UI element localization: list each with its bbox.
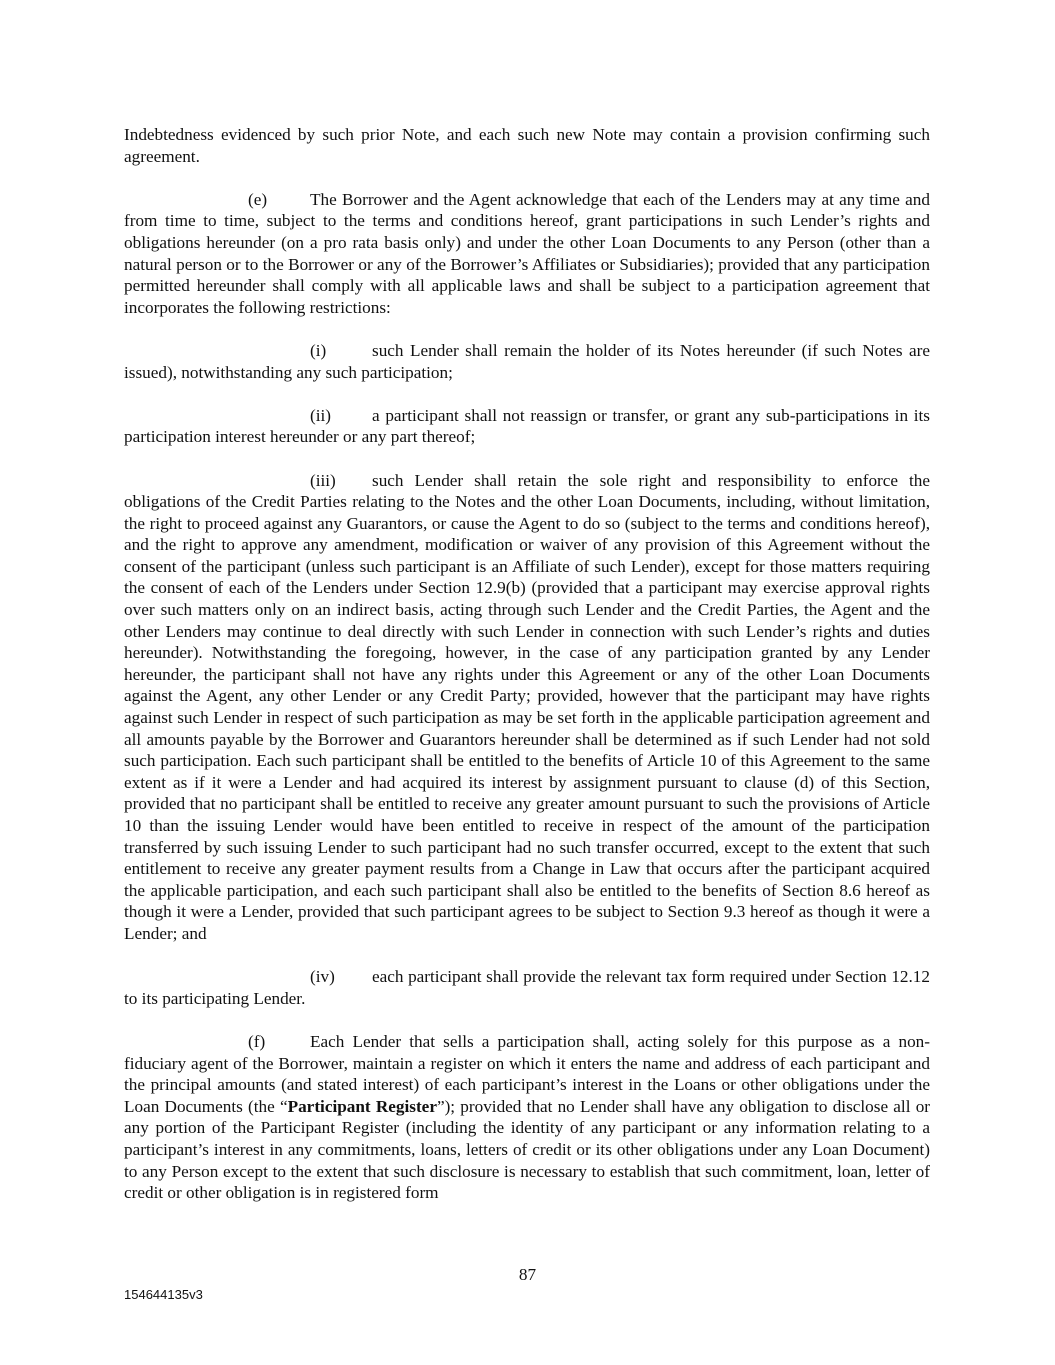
paragraph-i-label: (i) xyxy=(310,340,327,360)
paragraph-i-text: such Lender shall remain the holder of its Notes hereunder (if such Notes are issued), notwithstanding any such participation; xyxy=(124,340,930,382)
participant-register-term: Participant Register xyxy=(287,1096,437,1116)
paragraph-iv-label: (iv) xyxy=(310,967,335,987)
paragraph-i xyxy=(124,340,930,383)
document-body xyxy=(124,124,930,1225)
paragraph-iv-text: each participant shall provide the relevant tax form required under Section 12.12 to its participating Lender. xyxy=(124,967,930,1008)
paragraph-f xyxy=(124,1031,930,1204)
paragraph-e-label: (e) xyxy=(248,189,268,209)
paragraph-e-text: The Borrower and the Agent acknowledge that each of the Lenders may at any time and from time to time, subject to the terms and conditions hereof, grant participations in such Lender’s rights and obligations hereunder (on a pro rata basis only) and under the other Loan Documents to any Person (other than a natural person or to the Borrower or any of the Borrower’s Affiliates or Subsidiaries); provided that any participation permitted hereunder shall comply with all applicable laws and shall be subject to a participation agreement that incorporates the following restrictions: xyxy=(124,189,930,317)
paragraph-iii xyxy=(124,470,930,945)
page-number: 87 xyxy=(518,1265,537,1284)
paragraph-iv xyxy=(124,966,930,1009)
paragraph-f-text-after: ”); provided that no Lender shall have any obligation to disclose all or any portion of the Participant Register (including the identity of any participant or any information relating to a participant’s interest in any commitments, loans, letters of credit or its other obligations under any Loan Document) to any Person except to the extent that such disclosure is necessary to establish that such commitment, loan, letter of credit or other obligation is in registered form xyxy=(124,1096,931,1203)
paragraph-f-text-before: Each Lender that sells a participation shall, acting solely for this purpose as a non-fiduciary agent of the Borrower, maintain a register on which it enters the name and address of each participant and the principal amounts (and stated interest) of each participant’s interest in the Loans or other obligations under the Loan Documents (the “ xyxy=(124,1031,930,1116)
paragraph-intro: Indebtedness evidenced by such prior Note, and each such new Note may contain a provision confirming such agreement. xyxy=(124,125,930,166)
paragraph-ii-label: (ii) xyxy=(310,405,331,425)
paragraph-f-label: (f) xyxy=(248,1031,266,1051)
document-id: 154644135v3 xyxy=(124,1287,203,1302)
paragraph-iii-label: (iii) xyxy=(310,470,336,490)
paragraph-ii xyxy=(124,405,930,448)
paragraph-ii-text: a participant shall not reassign or transfer, or grant any sub-participations in its participation interest hereunder or any part thereof; xyxy=(124,405,930,447)
paragraph-iii-text: such Lender shall retain the sole right and responsibility to enforce the obligations of the Credit Parties relating to the Notes and the other Loan Documents, including, without limitation, the right to proceed against any Guarantors, or cause the Agent to do so (subject to the terms and conditions hereof), and the right to approve any amendment, modification or waiver of any provision of this Agreement without the consent of the participant (unless such participant is an Affiliate of such Lender), except for those matters requiring the consent of each of the Lenders under Section 12.9(b) (provided that a participant may exercise approval rights over such matters only on an indirect basis, acting through such Lender and the Credit Parties, the Agent and the other Lenders may continue to deal directly with such Lender in connection with such Lender’s rights and duties hereunder). Notwithstanding the foregoing, however, in the case of any participation granted by any Lender hereunder, the participant shall not have any rights under this Agreement or any of the other Loan Documents against the Agent, any other Lender or any Credit Party; provided, however that the participant may have rights against such Lender in respect of such participation as may be set forth in the applicable participation agreement and all amounts payable by the Borrower and Guarantors hereunder shall be determined as if such Lender had not sold such participation. Each such participant shall be entitled to the benefits of Article 10 of this Agreement to the same extent as if it were a Lender and had acquired its interest by assignment pursuant to clause (d) of this Section, provided that no participant shall be entitled to receive any greater amount pursuant to such the provisions of Article 10 than the issuing Lender would have been entitled to receive in respect of the amount of the participation transferred by such issuing Lender to such participant had no such transfer occurred, except to the extent that such entitlement to receive any greater payment results from a Change in Law that occurs after the participant acquired the applicable participation, and each such participant shall also be entitled to the benefits of Section 8.6 hereof as though it were a Lender, provided that such participant agrees to be subject to Section 9.3 hereof as though it were a Lender; and xyxy=(124,470,930,943)
paragraph-e xyxy=(124,189,930,319)
